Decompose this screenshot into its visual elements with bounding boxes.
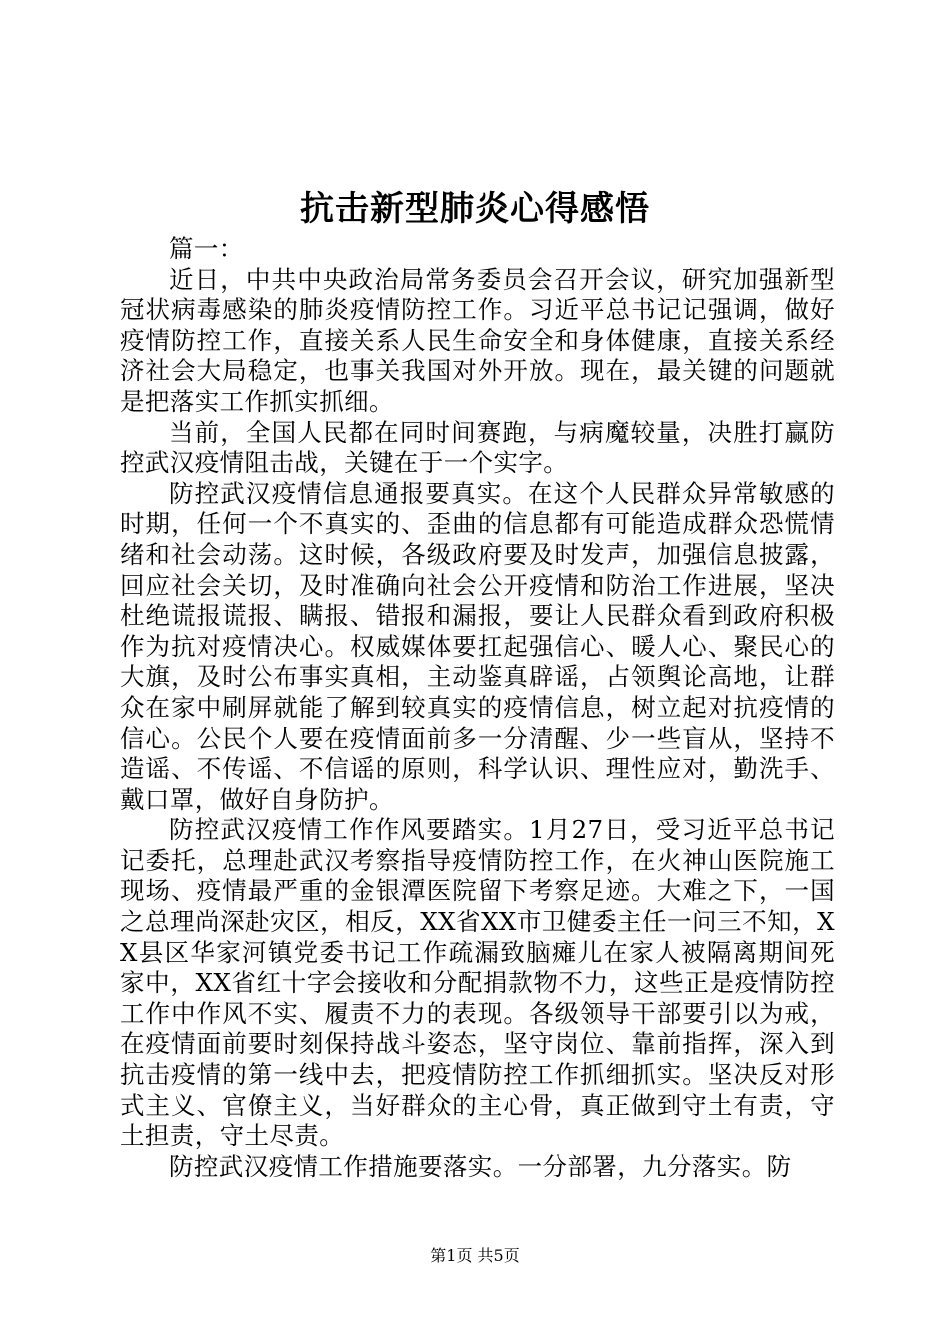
document-body [120, 234, 835, 1182]
paragraph-5: 防控武汉疫情工作措施要落实。一分部署，九分落实。防 [169, 1151, 792, 1181]
paragraph-1: 近日，中共中央政治局常务委员会召开会议，研究加强新型冠状病毒感染的肺炎疫情防控工作。习近平总书记记强调，做好疫情防控工作，直接关系人民生命安全和身体健康，直接关系经济社会大局稳定，也事关我国对外开放。现在，最关键的问题就是把落实工作抓实抓细。 [120, 264, 835, 416]
page-footer: 第1页 共5页 [430, 1246, 520, 1265]
paragraph-3: 防控武汉疫情信息通报要真实。在这个人民群众异常敏感的时期，任何一个不真实的、歪曲的信息都有可能造成群众恐慌情绪和社会动荡。这时候，各级政府要及时发声，加强信息披露，回应社会关切，及时准确向社会公开疫情和防治工作进展，坚决杜绝谎报谎报、瞒报、错报和漏报，要让人民群众看到政府积极作为抗对疫情决心。权威媒体要扛起强信心、暖人心、聚民心的大旗，及时公布事实真相，主动鉴真辟谣，占领舆论高地，让群众在家中刷屏就能了解到较真实的疫情信息，树立起对抗疫情的信心。公民个人要在疫情面前多一分清醒、少一些盲从，坚持不造谣、不传谣、不信谣的原则，科学认识、理性应对，勤洗手、戴口罩，做好自身防护。 [120, 478, 835, 814]
paragraph-4: 防控武汉疫情工作作风要踏实。1月27日，受习近平总书记记委托，总理赴武汉考察指导疫情防控工作，在火神山医院施工现场、疫情最严重的金银潭医院留下考察足迹。大难之下，一国之总理尚深赴灾区，相反，XX省XX市卫健委主任一问三不知，XX县区华家河镇党委书记工作疏漏致脑瘫儿在家人被隔离期间死家中，XX省红十字会接收和分配捐款物不力，这些正是疫情防控工作中作风不实、履责不力的表现。各级领导干部要引以为戒，在疫情面前要时刻保持战斗姿态，坚守岗位、靠前指挥，深入到抗击疫情的第一线中去，把疫情防控工作抓细抓实。坚决反对形式主义、官僚主义，当好群众的主心骨，真正做到守土有责，守土担责，守土尽责。 [120, 815, 835, 1151]
section-label: 篇一： [169, 234, 244, 263]
paragraph-2: 当前，全国人民都在同时间赛跑，与病魔较量，决胜打赢防控武汉疫情阻击战，关键在于一个实字。 [120, 417, 835, 478]
document-title: 抗击新型肺炎心得感悟 [300, 189, 650, 229]
